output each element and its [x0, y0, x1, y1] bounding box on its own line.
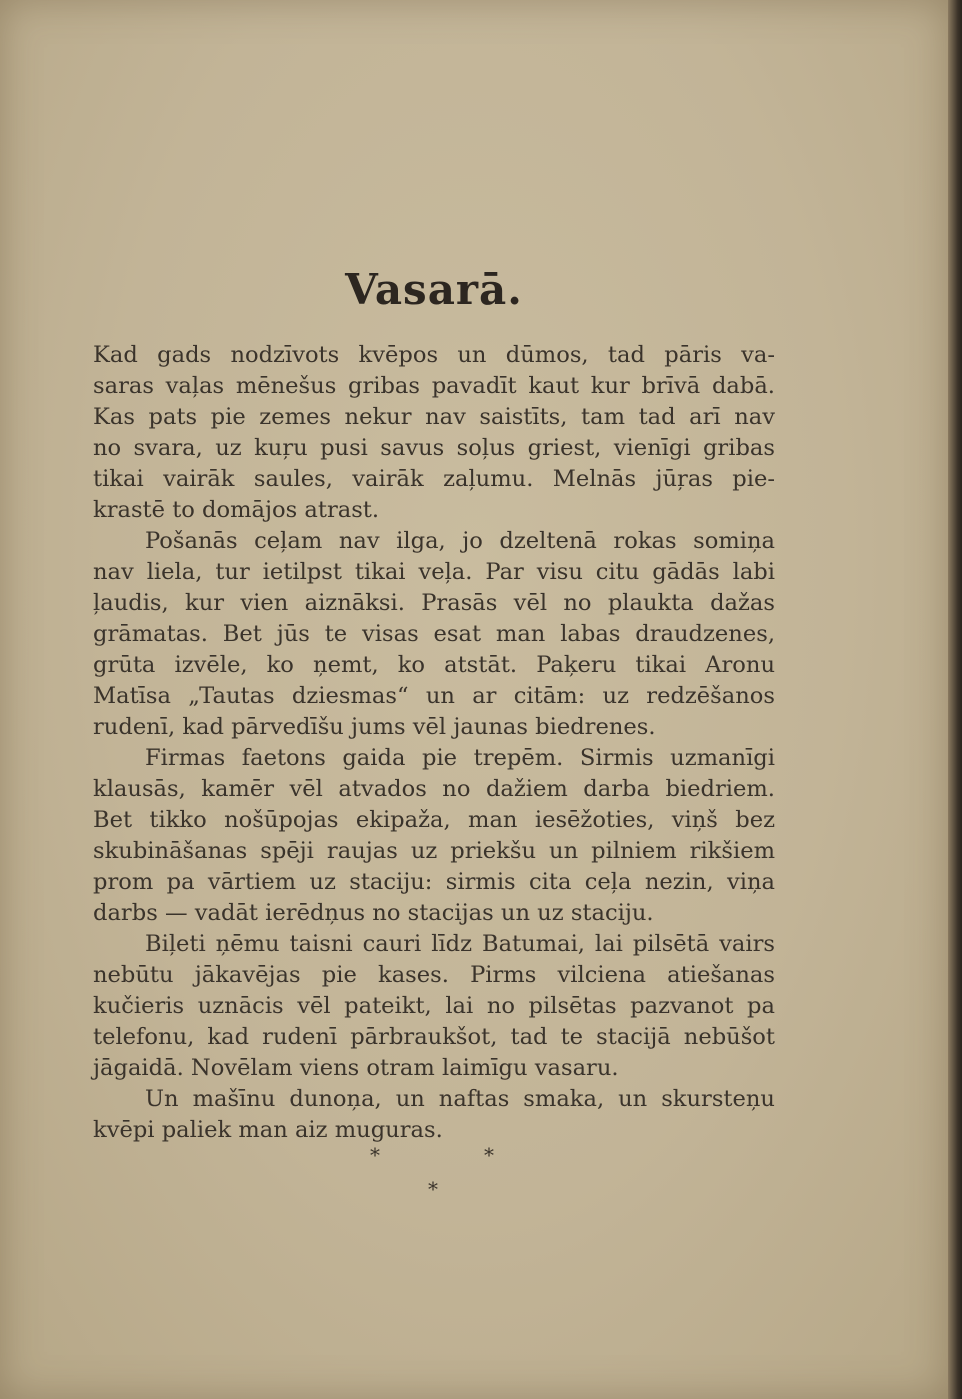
text-line: Firmas faetons gaida pie trepēm. Sirmis uzmanīgi	[145, 745, 775, 771]
text-line: skubināšanas spēji raujas uz priekšu un pilniem rikšiem	[93, 838, 775, 864]
text-line: krastē to domājos atrast.	[93, 497, 380, 523]
text-line: Kad gads nodzīvots kvēpos un dūmos, tad pāris va-	[93, 342, 775, 368]
text-line: tikai vairāk saules, vairāk zaļumu. Melnās jūŗas pie-	[93, 466, 775, 492]
text-line: rudenī, kad pārvedīšu jums vēl jaunas biedrenes.	[93, 714, 656, 740]
text-line: grūta izvēle, ko ņemt, ko atstāt. Paķeru tikai Aronu	[93, 652, 775, 678]
asterism-star: *	[484, 1143, 494, 1167]
text-line: Bet tikko nošūpojas ekipaža, man iesēžoties, viņš bez	[93, 807, 775, 833]
asterism-star: *	[428, 1177, 438, 1201]
page-edge	[948, 0, 962, 1399]
text-line: Matīsa „Tautas dziesmas“ un ar citām: uz redzēšanos	[93, 683, 775, 709]
text-line: no svara, uz kuŗu pusi savus soļus griest, vienīgi gribas	[93, 435, 775, 461]
asterism-star: *	[370, 1143, 380, 1167]
text-line: nav liela, tur ietilpst tikai veļa. Par visu citu gādās labi	[93, 559, 775, 585]
section-ornament	[0, 1143, 868, 1203]
text-line: darbs — vadāt ierēdņus no stacijas un uz staciju.	[93, 900, 654, 926]
text-line: Kas pats pie zemes nekur nav saistīts, tam tad arī nav	[93, 404, 775, 430]
text-line: grāmatas. Bet jūs te visas esat man labas draudzenes,	[93, 621, 775, 647]
text-line: saras vaļas mēnešus gribas pavadīt kaut kur brīvā dabā.	[93, 373, 775, 399]
text-line: klausās, kamēr vēl atvados no dažiem darba biedriem.	[93, 776, 775, 802]
text-line: prom pa vārtiem uz staciju: sirmis cita ceļa nezin, viņa	[93, 869, 775, 895]
text-line: kvēpi paliek man aiz muguras.	[93, 1117, 443, 1143]
text-line: telefonu, kad rudenī pārbraukšot, tad te stacijā nebūšot	[93, 1024, 775, 1050]
text-line: ļaudis, kur vien aiznāksi. Prasās vēl no plaukta dažas	[93, 590, 775, 616]
body-text	[93, 340, 775, 1146]
text-line: nebūtu jākavējas pie kases. Pirms vilciena atiešanas	[93, 962, 775, 988]
text-line: Biļeti ņēmu taisni cauri līdz Batumai, lai pilsētā vairs	[145, 931, 775, 957]
text-line: jāgaidā. Novēlam viens otram laimīgu vasaru.	[93, 1055, 619, 1081]
page-title: Vasarā.	[345, 265, 523, 314]
text-line: kučieris uznācis vēl pateikt, lai no pilsētas pazvanot pa	[93, 993, 775, 1019]
text-line: Pošanās ceļam nav ilga, jo dzeltenā rokas somiņa	[145, 528, 775, 554]
text-line: Un mašīnu dunoņa, un naftas smaka, un skursteņu	[145, 1086, 775, 1112]
